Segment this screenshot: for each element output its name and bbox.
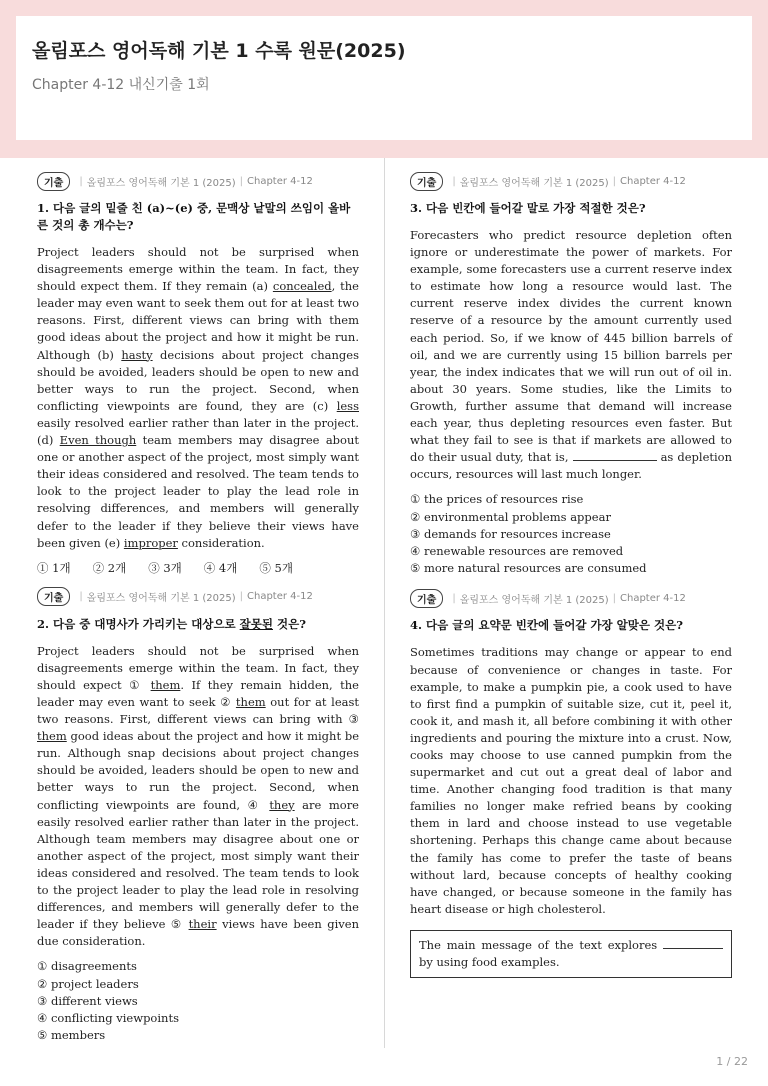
- question-tagline: [37, 586, 359, 608]
- chapter-label: Chapter 4-12: [620, 175, 686, 187]
- chapter-label: Chapter 4-12: [247, 175, 313, 187]
- choice-1[interactable]: ① 1개: [37, 560, 71, 575]
- summary-box: The main message of the text explores by using food examples.: [410, 930, 732, 978]
- choice-4[interactable]: ④ conflicting viewpoints: [37, 1010, 179, 1025]
- passage: Sometimes traditions may change or appear to end because of convenience or changes in taste. For example, to make a pumpkin pie, a cook used to have to first find a pumpkin of suitable size, cut it, peel it, cook it, and mash it, all before combining it with other ingredients and pouring the mixture into a crust. Now, cooks may choose to use canned pumpkin from the supermarket and cut out a great deal of labor and time. Another changing food tradition is that many families no longer make refried beans by cooking them in lard and choose instead to use vegetable shortening. Perhaps this change came about because the family has come to prefer the taste of beans without lard, because concepts of healthy cooking have changed, or because someone in the family has heart disease or high cholesterol.: [410, 645, 732, 916]
- choice-3[interactable]: ③ demands for resources increase: [410, 526, 611, 541]
- choice-5[interactable]: ⑤ 5개: [259, 560, 293, 575]
- choice-4[interactable]: ④ renewable resources are removed: [410, 544, 624, 559]
- page-number: 1 / 22: [716, 1055, 748, 1068]
- exam-badge: 기출: [410, 172, 443, 191]
- answer-choices: [410, 491, 732, 577]
- separator: |: [452, 175, 456, 187]
- choice-5[interactable]: ⑤ members: [37, 1028, 106, 1043]
- question-3: [410, 170, 732, 577]
- passage: Project leaders should not be surprised when disagreements emerge within the team. In fact, they should expect them. If they remain (a) concealed, the leader may even want to seek them out for at least two reasons. First, different views can bring with them good ideas about the project and how it might be run. Although (b) hasty decisions about project changes should be avoided, leaders should be open to new and better ways to run the project. Second, when conflicting viewpoints are found, they are (c) less easily resolved earlier rather than later in the project. (d) Even though team members may disagree about one or another aspect of the project, most simply want their ideas considered and resolved. The team tends to look to the project leader to play the lead role in resolving differences, and members will generally defer to the leader if they believe their views have been given (e) improper consideration.: [37, 245, 359, 550]
- underlined-d: Even though: [59, 433, 137, 448]
- question-tagline: [410, 170, 732, 192]
- separator: |: [612, 175, 617, 187]
- underlined-4: they: [269, 797, 295, 812]
- question-1: [37, 170, 359, 576]
- answer-choices: [37, 958, 359, 1044]
- passage: Project leaders should not be surprised when disagreements emerge within the team. In fact, they should expect ① them. If they remain hidden, the leader may even want to seek ② them out for at least two reasons. First, different views can bring with ③ them good ideas about the project and how it might be run. Although snap decisions about project changes should be avoided, leaders should be open to new and better ways to run the project. Second, when conflicting viewpoints are found, ④ they are more easily resolved earlier rather than later in the project. Although team members may disagree about one or another aspect of the project, most simply want their ideas considered and resolved. The team tends to look to the project leader to play the lead role in resolving differences, and members will generally defer to the leader if they believe ⑤ their views have been given due consideration.: [37, 643, 360, 949]
- underlined-2: them: [235, 694, 266, 709]
- exam-badge: 기출: [37, 587, 70, 606]
- choice-4[interactable]: ④ 4개: [203, 560, 238, 575]
- exam-badge: 기출: [410, 589, 443, 608]
- summary-blank: [663, 938, 723, 949]
- answer-choices: [37, 560, 359, 576]
- choice-5[interactable]: ⑤ more natural resources are consumed: [410, 561, 647, 576]
- document-subtitle: Chapter 4-12 내신기출 1회: [32, 77, 210, 93]
- separator: |: [79, 175, 83, 187]
- question-4: [410, 587, 732, 978]
- choice-2[interactable]: ② project leaders: [37, 976, 139, 991]
- choice-1[interactable]: ① the prices of resources rise: [410, 492, 584, 507]
- book-label: 올림포스 영어독해 기본 1 (2025): [86, 177, 236, 189]
- underlined-1: them: [150, 677, 181, 692]
- separator: |: [452, 592, 456, 604]
- separator: |: [612, 592, 617, 604]
- underlined-c: less: [336, 398, 359, 413]
- document-title: 올림포스 영어독해 기본 1 수록 원문(2025): [32, 40, 406, 62]
- underlined-a: concealed: [272, 279, 332, 294]
- question-tagline: [37, 170, 359, 192]
- separator: |: [79, 591, 83, 603]
- question-2: [37, 586, 359, 1045]
- question-title: 2. 다음 중 대명사가 가리키는 대상으로 잘못된 것은?: [37, 616, 306, 631]
- question-title: 1. 다음 글의 밑줄 친 (a)~(e) 중, 문맥상 낱말의 쓰임이 올바른 것의 총 개수는?: [37, 201, 351, 232]
- right-column: [410, 170, 732, 988]
- book-label: 올림포스 영어독해 기본 1 (2025): [459, 594, 609, 606]
- choice-2[interactable]: ② 2개: [92, 560, 127, 575]
- left-column: [37, 170, 359, 1054]
- choice-2[interactable]: ② environmental problems appear: [410, 509, 611, 524]
- chapter-label: Chapter 4-12: [247, 591, 313, 603]
- underlined-e: improper: [123, 535, 178, 550]
- column-divider: [384, 158, 385, 1048]
- choice-3[interactable]: ③ different views: [37, 993, 138, 1008]
- question-title: 4. 다음 글의 요약문 빈칸에 들어갈 가장 알맞은 것은?: [410, 618, 683, 633]
- answer-blank: [573, 450, 657, 461]
- underlined-3: them: [37, 729, 67, 744]
- choice-3[interactable]: ③ 3개: [148, 560, 182, 575]
- underlined-b: hasty: [121, 347, 153, 362]
- passage: Forecasters who predict resource depletion often ignore or underestimate the power of markets. For example, some forecasters use a current reserve index to estimate how long a resource would last. The current reserve index divides the current known reserve of a resource by the amount currently used each period. So, if we know of 445 billion barrels of oil, and we are currently using 15 billion barrels per year, the index indicates that we will run out of oil in. about 30 years. Some studies, like the Limits to Growth, further assume that demand will increase each year, thus depleting resources even faster. But what they fail to see is that if markets are allowed to do their usual duty, that is, as depletion occurs, resources will last much longer.: [410, 228, 733, 482]
- question-tagline: [410, 587, 732, 609]
- book-label: 올림포스 영어독해 기본 1 (2025): [459, 177, 609, 189]
- separator: |: [239, 175, 244, 187]
- book-label: 올림포스 영어독해 기본 1 (2025): [86, 593, 236, 605]
- underlined-5: their: [188, 917, 217, 932]
- separator: |: [239, 591, 244, 603]
- choice-1[interactable]: ① disagreements: [37, 959, 137, 974]
- chapter-label: Chapter 4-12: [620, 592, 686, 604]
- question-title: 3. 다음 빈칸에 들어갈 말로 가장 적절한 것은?: [410, 201, 646, 215]
- exam-badge: 기출: [37, 172, 70, 191]
